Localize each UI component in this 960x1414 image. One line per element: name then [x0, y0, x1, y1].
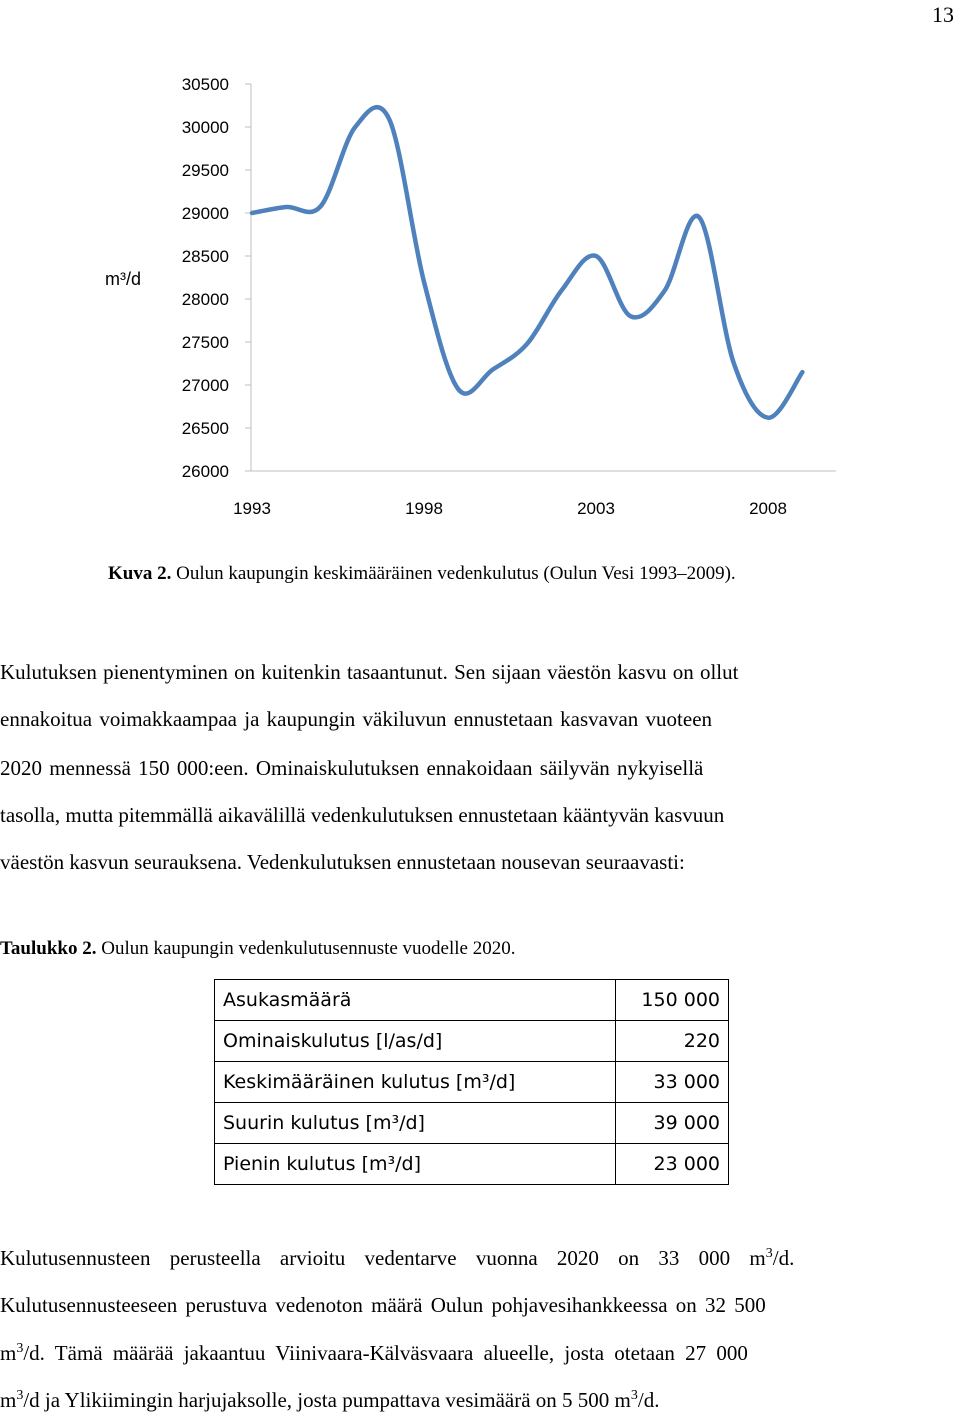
paragraph1-line-5: väestön kasvun seurauksena. Vedenkulutuksen ennustetaan nousevan seuraavasti:: [0, 850, 685, 874]
y-tick-label: 30500: [181, 75, 229, 94]
paragraph1-line-3: 2020 mennessä 150 000:een. Ominaiskulutuksen ennakoidaan säilyvän nykyisellä: [0, 756, 704, 780]
paragraph2-line-4: [0, 1388, 960, 1413]
table-caption-text: Oulun kaupungin vedenkulutusennuste vuodelle 2020.: [96, 938, 516, 959]
figure-caption: [108, 563, 736, 585]
y-tick-label: 30000: [181, 118, 229, 137]
table-cell-label: Asukasmäärä: [215, 980, 616, 1021]
water-consumption-chart: [0, 0, 960, 540]
x-tick-label: 2008: [749, 499, 787, 518]
x-tick-label: 1998: [405, 499, 443, 518]
paragraph2-text: Kulutusennusteen perusteella arvioitu vedentarve vuonna 2020 on 33 000 m: [0, 1246, 766, 1270]
paragraph2-text: /d. Tämä määrää jakaantuu Viinivaara-Kälväsvaara alueelle, josta otetaan 27 000: [23, 1341, 748, 1365]
table-cell-value: 23 000: [616, 1144, 729, 1185]
superscript: 3: [630, 1388, 638, 1403]
figure-caption-label: Kuva 2.: [108, 563, 172, 584]
paragraph2-text: m: [0, 1388, 17, 1412]
figure-caption-text: Oulun kaupungin keskimääräinen vedenkulutus (Oulun Vesi 1993–2009).: [171, 563, 736, 584]
y-tick-label: 27000: [181, 376, 229, 395]
table-row: [215, 1062, 729, 1103]
table-row: [215, 980, 729, 1021]
table-cell-label: Pienin kulutus [m³/d]: [215, 1144, 616, 1185]
superscript: 3: [765, 1246, 773, 1261]
y-tick-label: 28000: [181, 290, 229, 309]
paragraph2-line-3: [0, 1341, 960, 1366]
page-number: 13: [932, 2, 954, 27]
table-caption-label: Taulukko 2.: [0, 938, 97, 959]
paragraph1-line-4: tasolla, mutta pitemmällä aikavälillä vedenkulutuksen ennustetaan kääntyvän kasvuun: [0, 803, 725, 827]
table-row: [215, 1144, 729, 1185]
superscript: 3: [16, 1341, 24, 1356]
paragraph2-text: /d ja Ylikiimingin harjujaksolle, josta pumpattava vesimäärä on 5 500 m: [23, 1388, 631, 1412]
y-tick-label: 27500: [181, 333, 229, 352]
consumption-series-line: [252, 107, 802, 418]
x-tick-label: 2003: [577, 499, 615, 518]
paragraph1-line-1: Kulutuksen pienentyminen on kuitenkin tasaantunut. Sen sijaan väestön kasvu on ollut: [0, 660, 739, 684]
paragraph2-text: /d.: [772, 1246, 795, 1270]
table-cell-value: 39 000: [616, 1103, 729, 1144]
paragraph2-text: m: [0, 1341, 17, 1365]
table-row: [215, 1021, 729, 1062]
table-cell-label: Ominaiskulutus [l/as/d]: [215, 1021, 616, 1062]
y-tick-label: 28500: [181, 247, 229, 266]
table-cell-label: Suurin kulutus [m³/d]: [215, 1103, 616, 1144]
paragraph2-line-1: [0, 1246, 960, 1271]
table-row: [215, 1103, 729, 1144]
paragraph2-line-2: Kulutusennusteeseen perustuva vedenoton määrä Oulun pohjavesihankkeessa on 32 500: [0, 1293, 766, 1317]
table-cell-value: 220: [616, 1021, 729, 1062]
table-caption: [0, 938, 515, 960]
table-cell-label: Keskimääräinen kulutus [m³/d]: [215, 1062, 616, 1103]
forecast-table: [214, 979, 729, 1185]
paragraph1-line-2: ennakoitua voimakkaampaa ja kaupungin väkiluvun ennustetaan kasvavan vuoteen: [0, 707, 713, 731]
y-tick-label: 29500: [181, 161, 229, 180]
paragraph2-text: /d.: [637, 1388, 660, 1412]
table-cell-value: 33 000: [616, 1062, 729, 1103]
y-tick-label: 26500: [181, 419, 229, 438]
x-tick-label: 1993: [233, 499, 271, 518]
table-cell-value: 150 000: [616, 980, 729, 1021]
y-tick-label: 29000: [181, 204, 229, 223]
y-axis-label: m³/d: [105, 269, 141, 289]
y-tick-label: 26000: [181, 462, 229, 481]
superscript: 3: [16, 1388, 24, 1403]
